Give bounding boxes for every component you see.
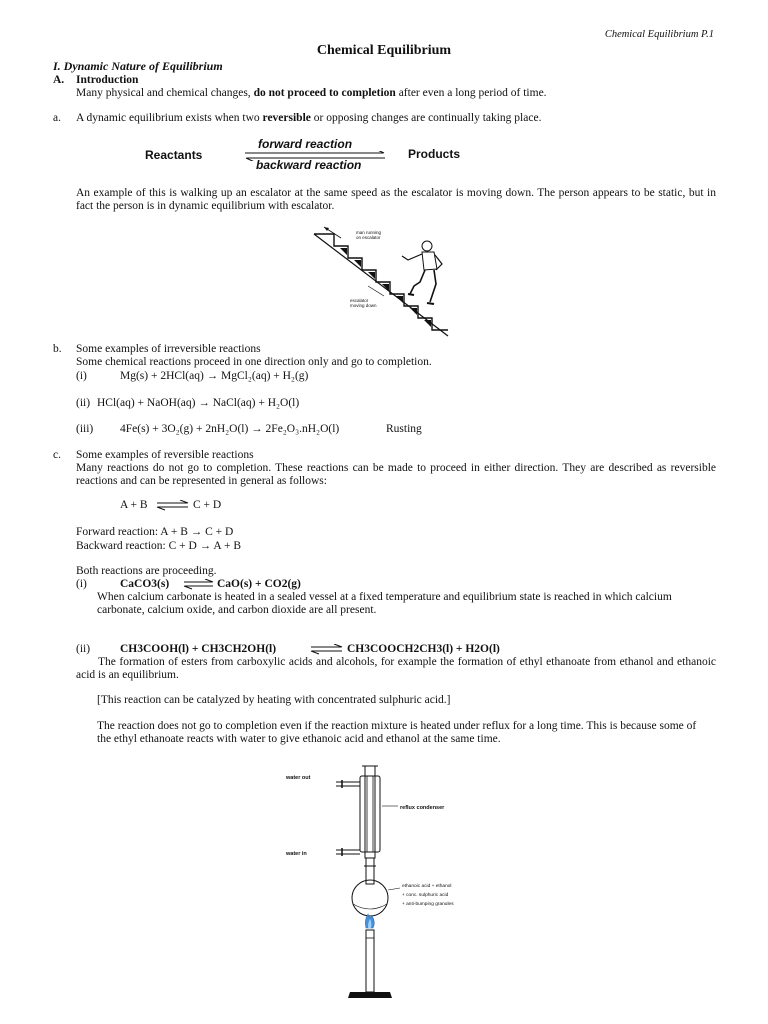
reaction-num: (iii) bbox=[76, 423, 94, 435]
reaction-num: (ii) bbox=[76, 397, 91, 409]
equilibrium-arrows bbox=[183, 579, 215, 591]
flask-contents-label: + anti-bumping granules bbox=[402, 902, 454, 907]
equilibrium-arrows bbox=[310, 644, 344, 656]
item-b-heading: Some examples of irreversible reactions bbox=[76, 343, 261, 355]
water-in-label: water in bbox=[286, 851, 307, 857]
intro-paragraph: Many physical and chemical changes, do not proceed to completion after even a long period of time. bbox=[76, 87, 547, 99]
forward-reaction-line: Forward reaction: A + B → C + D bbox=[76, 526, 234, 538]
reaction-equation: Mg(s) + 2HCl(aq) → MgCl₂(aq) + H₂(g) bbox=[120, 370, 309, 382]
equilibrium-arrows bbox=[156, 500, 190, 512]
example-reactant: CH3COOH(l) + CH3CH2OH(l) bbox=[120, 643, 277, 655]
backward-reaction-line: Backward reaction: C + D → A + B bbox=[76, 540, 241, 552]
reflux-paragraph: The reaction does not go to completion even if the reaction mixture is heated under reflux for a long time. This is because some of the ethyl ethanoate reacts with water to give ethanoic acid and ethanol at the same time. bbox=[97, 720, 697, 745]
page-title: Chemical Equilibrium bbox=[316, 43, 452, 58]
subsection-heading: Introduction bbox=[76, 74, 139, 86]
both-reactions-text: Both reactions are proceeding. bbox=[76, 565, 217, 577]
item-a-text: A dynamic equilibrium exists when two reversible or opposing changes are continually taking place. bbox=[76, 112, 542, 124]
general-reactants: A + B bbox=[120, 499, 148, 511]
example-text: When calcium carbonate is heated in a sealed vessel at a fixed temperature and equilibrium state is reached in which calcium carbonate, calcium oxide, and carbon dioxide are all present. bbox=[97, 591, 672, 616]
item-b-label: b. bbox=[53, 343, 62, 355]
example-text: The formation of esters from carboxylic acids and alcohols, for example the formation of ethyl ethanoate from ethanol and ethanoic acid is an equilibrium. bbox=[76, 656, 716, 681]
running-header: Chemical Equilibrium P.1 bbox=[604, 29, 714, 40]
water-out-label: water out bbox=[286, 775, 311, 781]
escalator-illustration bbox=[296, 224, 458, 339]
example-num: (ii) bbox=[76, 643, 91, 655]
reaction-equation: 4Fe(s) + 3O₂(g) + 2nH₂O(l) → 2Fe₂O₃.nH₂O(l) bbox=[120, 423, 340, 435]
item-b-intro: Some chemical reactions proceed in one direction only and go to completion. bbox=[76, 356, 432, 368]
reaction-num: (i) bbox=[76, 370, 87, 382]
catalyst-note: [This reaction can be catalyzed by heating with concentrated sulphuric acid.] bbox=[97, 694, 451, 706]
item-a-label: a. bbox=[53, 112, 61, 124]
backward-reaction-label: backward reaction bbox=[256, 158, 362, 172]
general-products: C + D bbox=[193, 499, 222, 511]
condenser-label: reflux condenser bbox=[400, 805, 445, 811]
item-c-intro: Many reactions do not go to completion. These reactions can be made to proceed in either direction. They are described as reversible reactions and can be represented in general as follows: bbox=[76, 462, 716, 487]
svg-text:escalatormoving down: escalator moving down bbox=[350, 298, 377, 308]
example-num: (i) bbox=[76, 578, 87, 590]
reflux-apparatus-illustration bbox=[280, 758, 480, 1023]
reaction-equation: HCl(aq) + NaOH(aq) → NaCl(aq) + H₂O(l) bbox=[97, 397, 300, 409]
escalator-paragraph: An example of this is walking up an escalator at the same speed as the escalator is moving down. The person appears to be static, but in fact the person is in dynamic equilibrium with escalator. bbox=[76, 187, 716, 212]
subsection-label: A. bbox=[53, 74, 65, 86]
reactants-label: Reactants bbox=[145, 148, 203, 162]
example-reactant: CaCO3(s) bbox=[120, 578, 170, 590]
example-products: CaO(s) + CO2(g) bbox=[217, 578, 301, 590]
example-products: CH3COOCH2CH3(l) + H2O(l) bbox=[347, 643, 500, 655]
reaction-note: Rusting bbox=[386, 423, 422, 435]
item-c-label: c. bbox=[53, 449, 61, 461]
section-heading: I. Dynamic Nature of Equilibrium bbox=[53, 59, 223, 73]
products-label: Products bbox=[408, 147, 461, 161]
flask-contents-label: + conc. sulphuric acid bbox=[402, 893, 449, 898]
svg-text:man runningon escalator: man running on escalator bbox=[356, 230, 382, 240]
item-c-heading: Some examples of reversible reactions bbox=[76, 449, 254, 461]
forward-reaction-label: forward reaction bbox=[258, 137, 353, 151]
flask-contents-label: ethanoic acid + ethanol bbox=[402, 884, 452, 889]
